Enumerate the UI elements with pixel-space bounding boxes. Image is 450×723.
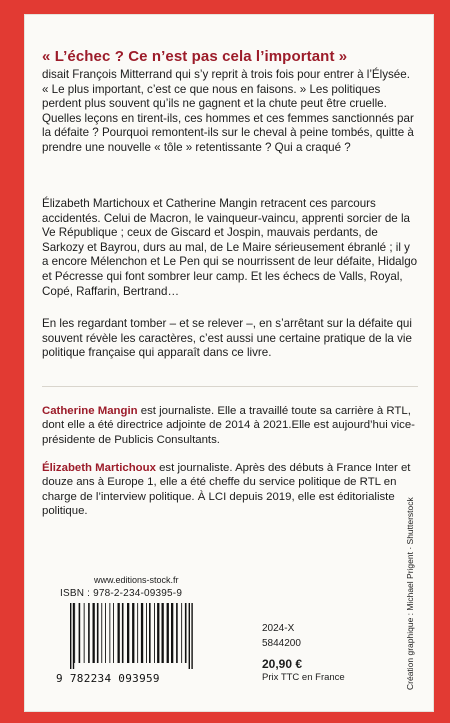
barcode-bar bbox=[167, 603, 169, 663]
barcode-bars bbox=[66, 603, 228, 669]
barcode bbox=[66, 603, 228, 669]
author-name: Catherine Mangin bbox=[42, 405, 138, 417]
blurb-paragraph-3 bbox=[42, 317, 418, 361]
barcode-number: 9 782234 093959 bbox=[56, 672, 160, 685]
author-bio-martichoux bbox=[42, 461, 418, 519]
isbn: ISBN : 978-2-234-09395-9 bbox=[60, 588, 183, 599]
barcode-bar bbox=[93, 603, 95, 663]
design-credit: Création graphique : Michael Prigent · Shutterstock bbox=[405, 497, 415, 690]
barcode-bar bbox=[73, 603, 74, 669]
barcode-bar bbox=[185, 603, 187, 663]
barcode-bar bbox=[137, 603, 138, 663]
barcode-bar bbox=[74, 603, 75, 663]
barcode-bar bbox=[181, 603, 182, 663]
blurb-paragraph-2 bbox=[42, 197, 418, 299]
barcode-bar bbox=[157, 603, 159, 663]
headline-quote: « L’échec ? Ce n’est pas cela l’important » bbox=[42, 48, 348, 65]
barcode-bar bbox=[132, 603, 134, 663]
article-number: 5844200 bbox=[262, 638, 301, 649]
barcode-bar bbox=[88, 603, 90, 663]
author-bio-text: est journaliste. Elle a travaillé toute sa carrière à RTL, dont elle a été directrice adjointe de 2014 à 2021.Elle est aujourd’hui vice-présidente de Publicis Consultants. bbox=[42, 405, 415, 446]
barcode-bar bbox=[122, 603, 124, 663]
blurb-text-2: Élizabeth Martichoux et Catherine Mangin retracent ces parcours accidentés. Celui de Macron, le vainqueur-vaincu, apprenti sorcier de la Ve République ; ceux de Giscard et Jospin, mauvais perdants, de Sarkozy et Bayrou, durs au mal, de Le Maire sérieusement ébranlé ; il y a encore Mélenchon et Le Pen qui se nourrissent de leur défaite, Hidalgo et Pécresse qui font sombrer leur camp. Et les échecs de Valls, Royal, Copé, Raffarin, Bertrand… bbox=[42, 197, 418, 298]
barcode-bar bbox=[113, 603, 114, 663]
barcode-bar bbox=[162, 603, 164, 663]
barcode-bar bbox=[127, 603, 129, 663]
blurb-text-1: disait François Mitterrand qui s’y reprit à trois fois pour entrer à l’Élysée. « Le plus important, c’est ce que nous en faisons. » Les politiques perdent plus souvent qu’ils ne gagnent et la chute peut être cruelle. Quelles leçons en tirent-ils, ces hommes et ces femmes sanctionnés par la défaite ? Pourquoi remontent-ils sur le cheval à peine tombés, quitte à prendre une nouvelle « tôle » retentissante ? Qui a craqué ? bbox=[42, 68, 414, 154]
barcode-bar bbox=[109, 603, 110, 663]
publisher-website: www.editions-stock.fr bbox=[94, 575, 179, 585]
barcode-bar bbox=[105, 603, 106, 663]
author-bio-text: est journaliste. Après des débuts à France Inter et douze ans à Europe 1, elle a été cheffe du service politique de RTL en charge de l’interview politique. À LCI depuis 2019, elle est éditorialiste politique. bbox=[42, 462, 411, 518]
barcode-bar bbox=[97, 603, 99, 663]
barcode-bar bbox=[149, 603, 151, 663]
barcode-bar bbox=[171, 603, 173, 663]
blurb-paragraph-1 bbox=[42, 68, 418, 156]
barcode-bar bbox=[176, 603, 178, 663]
barcode-bar bbox=[141, 603, 143, 663]
barcode-bar bbox=[154, 603, 155, 663]
price-note: Prix TTC en France bbox=[262, 672, 345, 683]
author-bio-mangin bbox=[42, 404, 418, 447]
barcode-bar bbox=[70, 603, 71, 669]
price: 20,90 € bbox=[262, 657, 303, 671]
author-name: Élizabeth Martichoux bbox=[42, 462, 156, 474]
barcode-bar bbox=[79, 603, 81, 663]
blurb-text-3: En les regardant tomber – et se relever –, en s’arrêtant sur la défaite qui souvent révèle les caractères, c’est aussi une certaine pratique de la vie politique française qui apparaît dans ce livre. bbox=[42, 317, 412, 360]
divider bbox=[42, 386, 418, 387]
barcode-bar bbox=[191, 603, 192, 669]
barcode-bar bbox=[101, 603, 102, 663]
barcode-bar bbox=[84, 603, 85, 663]
internal-code: 2024-X bbox=[262, 623, 295, 634]
barcode-bar bbox=[118, 603, 120, 663]
barcode-bar bbox=[146, 603, 147, 663]
barcode-bar bbox=[189, 603, 190, 669]
